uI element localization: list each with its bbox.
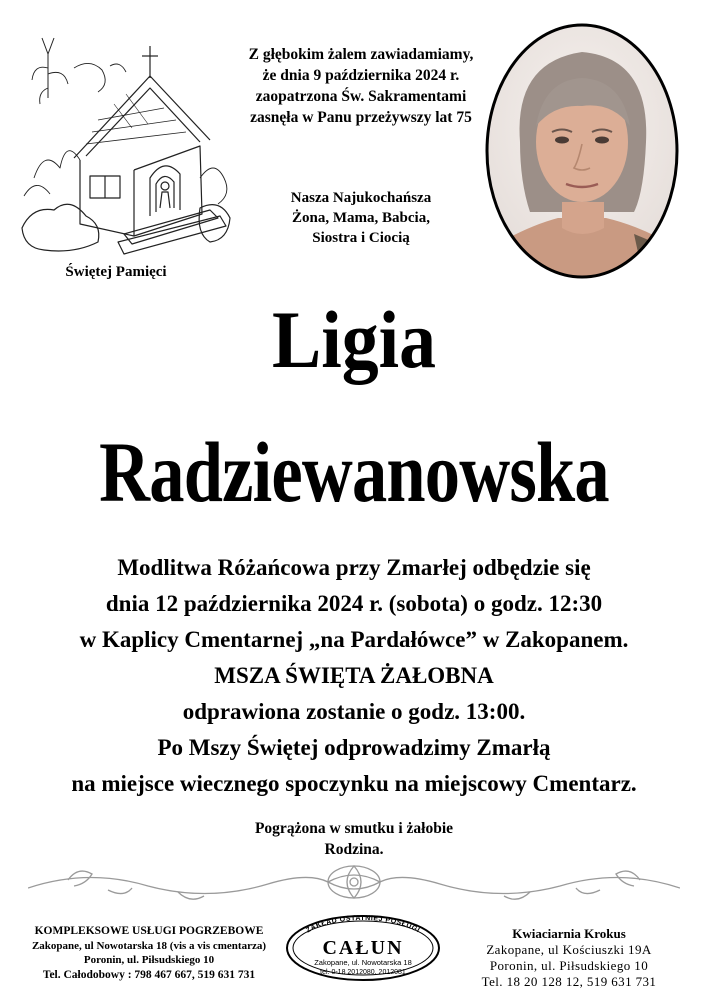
chapel-sketch-image — [14, 28, 234, 262]
florist-title: Kwiaciarnia Krokus — [512, 926, 626, 941]
ceremony-line: MSZA ŚWIĘTA ŻAŁOBNA — [214, 663, 494, 688]
family-line: Nasza Najukochańsza — [290, 190, 432, 206]
logo-address: Zakopane, ul. Nowotarska 18 — [314, 958, 412, 967]
family-line: Żona, Mama, Babcia, — [292, 210, 430, 226]
ceremony-line: w Kaplicy Cmentarnej „na Pardałówce” w Zakopanem. — [79, 627, 629, 652]
logo-phone: tel. 0-18 2012080, 2012081 — [320, 969, 406, 976]
funeral-phone: Tel. Całodobowy : 798 467 667, 519 631 731 — [42, 969, 256, 981]
calun-logo — [283, 912, 443, 982]
ceremony-details — [0, 550, 708, 802]
mourners-line: Pogrążona w smutku i żałobie — [254, 820, 454, 837]
florist-address-poronin: Poronin, ul. Piłsudskiego 10 — [489, 958, 649, 973]
ceremony-line: Po Mszy Świętej odprowadzimy Zmarłą — [157, 735, 551, 760]
logo-top-text: ZAKŁAD OSTATNIEJ POSŁUGI — [305, 914, 421, 935]
funeral-services-title: KOMPLEKSOWE USŁUGI POGRZEBOWE — [34, 925, 264, 937]
portrait-photo — [484, 22, 680, 280]
logo-name: CAŁUN — [322, 937, 404, 959]
funeral-address-zakopane: Zakopane, ul Nowotarska 18 (vis a vis cmentarza) — [31, 940, 267, 952]
florist-address-zakopane: Zakopane, ul Kościuszki 19A — [486, 942, 652, 957]
ceremony-line: Modlitwa Różańcowa przy Zmarłej odbędzie się — [117, 555, 591, 580]
mourners-line: Rodzina. — [324, 841, 384, 858]
ornamental-divider — [28, 858, 680, 908]
deceased-last-name: Radziewanowska — [99, 424, 609, 520]
intro-line: że dnia 9 października 2024 r. — [262, 67, 460, 84]
mourners-signature — [0, 818, 708, 860]
memory-caption: Świętej Pamięci — [65, 264, 167, 280]
intro-line: zaopatrzona Św. Sakramentami — [255, 88, 467, 105]
ceremony-line: dnia 12 października 2024 r. (sobota) o godz. 12:30 — [105, 591, 603, 616]
intro-line: zasnęła w Panu przeżywszy lat 75 — [250, 109, 472, 126]
ceremony-line: odprawiona zostanie o godz. 13:00. — [182, 699, 526, 724]
florist-phone: Tel. 18 20 128 12, 519 631 731 — [481, 974, 657, 989]
deceased-first-name: Ligia — [271, 294, 437, 385]
florist-info — [444, 926, 694, 990]
ceremony-line: na miejsce wiecznego spoczynku na miejscowy Cmentarz. — [71, 771, 637, 796]
intro-announcement — [230, 44, 492, 128]
intro-line: Z głębokim żalem zawiadamiamy, — [248, 46, 474, 63]
funeral-address-poronin: Poronin, ul. Piłsudskiego 10 — [83, 954, 215, 966]
funeral-services-info — [14, 924, 284, 983]
family-relation — [230, 188, 492, 248]
family-line: Siostra i Ciocią — [312, 230, 410, 246]
